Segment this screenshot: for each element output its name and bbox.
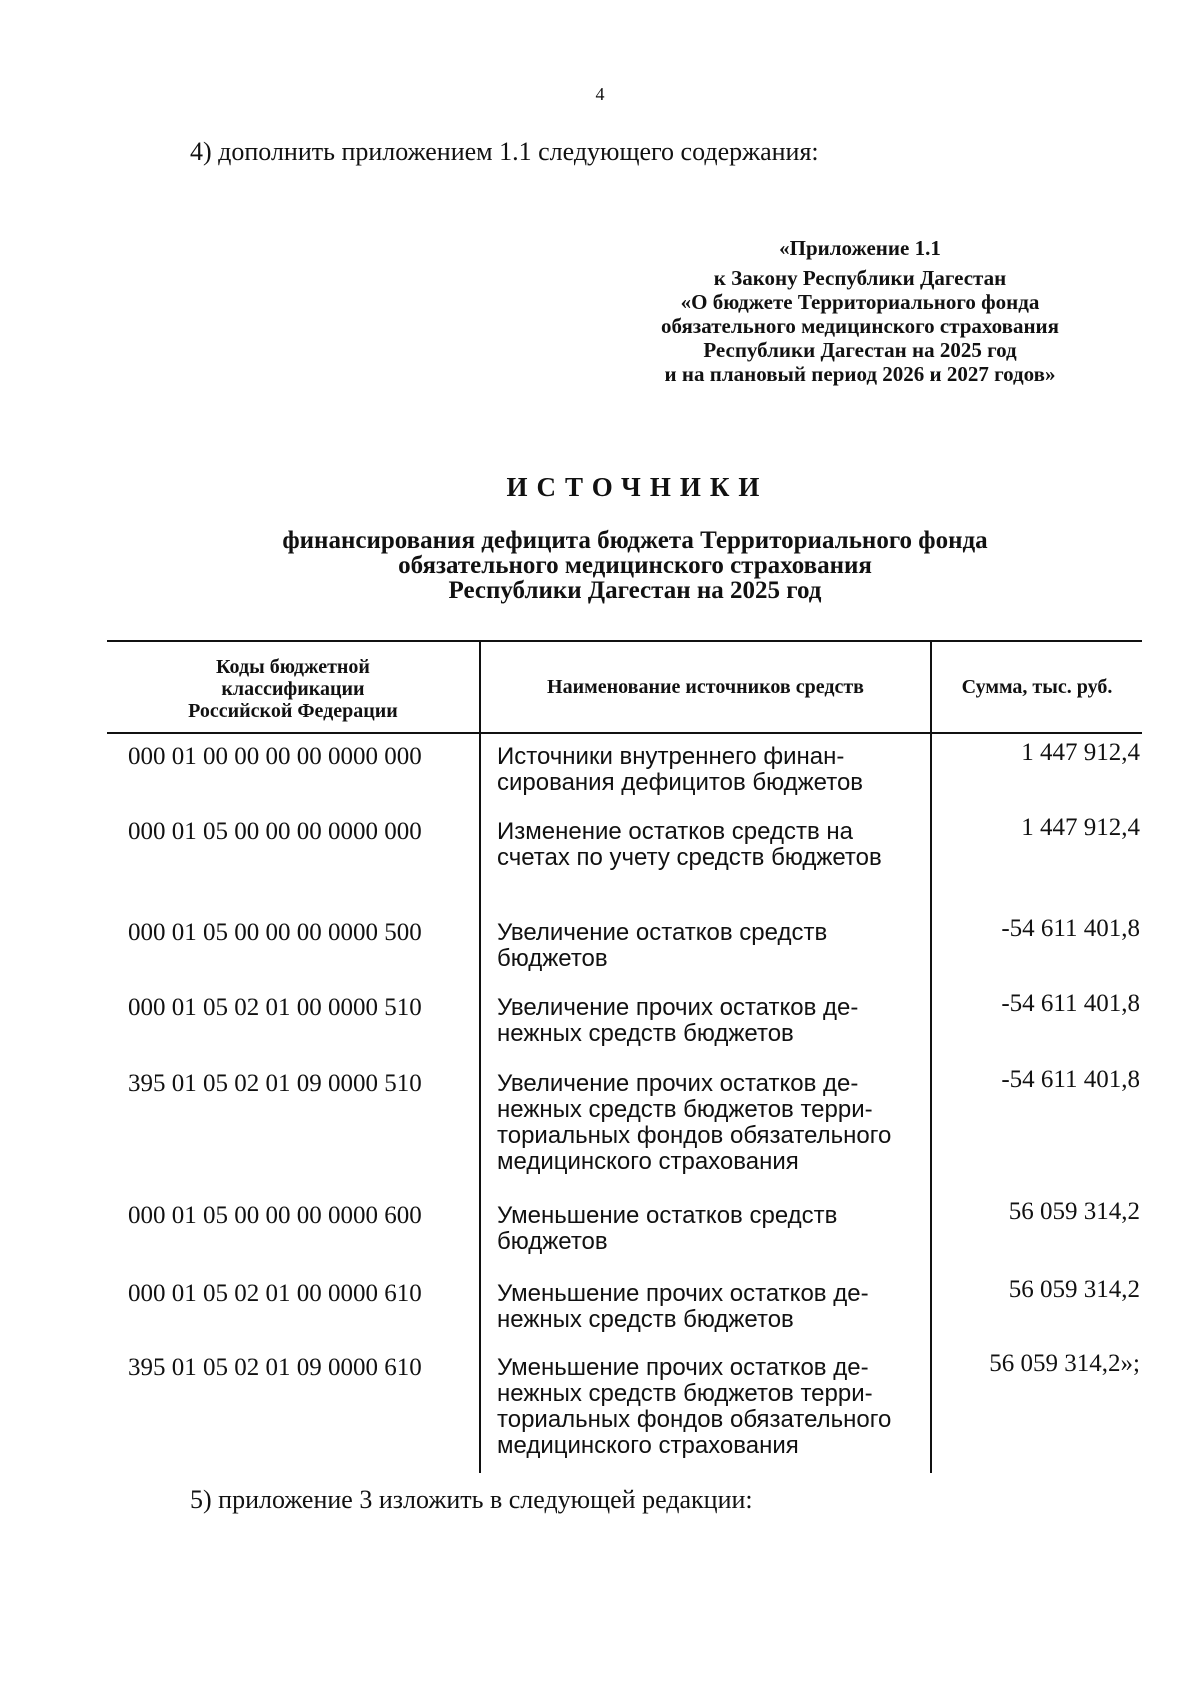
row-name-line: медицинского страхования xyxy=(497,1148,799,1175)
row-sum: 56 059 314,2»; xyxy=(989,1350,1140,1377)
row-name-line: ториальных фондов обязательного xyxy=(497,1122,892,1149)
table-row xyxy=(107,809,1142,910)
table-row xyxy=(107,1061,1142,1193)
table-header-row xyxy=(107,642,1142,733)
row-name-line: ториальных фондов обязательного xyxy=(497,1406,892,1433)
table-row xyxy=(107,910,1142,985)
row-name-line: нежных средств бюджетов xyxy=(497,1020,794,1047)
table-row xyxy=(107,1271,1142,1345)
row-name-line: сирования дефицитов бюджетов xyxy=(497,769,864,796)
row-sum: 1 447 912,4 xyxy=(1021,814,1140,841)
row-name-line: Уменьшение остатков средств xyxy=(497,1202,838,1229)
appendix-line: обязательного медицинского страхования xyxy=(660,314,1060,338)
row-name-line: нежных средств бюджетов терри- xyxy=(497,1380,873,1407)
row-name xyxy=(480,1061,931,1193)
appendix-line: Республики Дагестан на 2025 год xyxy=(703,338,1017,362)
row-name xyxy=(480,1271,931,1345)
appendix-header xyxy=(560,236,1160,386)
document-subtitle xyxy=(230,528,1040,603)
row-code: 395 01 05 02 01 09 0000 510 xyxy=(107,1061,480,1193)
row-code: 000 01 05 00 00 00 0000 000 xyxy=(107,809,480,910)
paragraph-5: 5) приложение 3 изложить в следующей редакции: xyxy=(190,1485,753,1514)
row-name xyxy=(480,1193,931,1271)
appendix-line: к Закону Республики Дагестан xyxy=(713,266,1007,290)
appendix-line: и на плановый период 2026 и 2027 годов» xyxy=(664,362,1056,386)
row-name xyxy=(480,910,931,985)
subtitle-line: финансирования дефицита бюджета Территориального фонда xyxy=(282,527,988,554)
table-row xyxy=(107,1193,1142,1271)
appendix-line: «О бюджете Территориального фонда xyxy=(680,290,1040,314)
row-name-line: Изменение остатков средств на xyxy=(497,818,853,845)
table-row xyxy=(107,733,1142,809)
header-codes-line: классификации xyxy=(221,678,365,700)
row-name-line: Источники внутреннего финан- xyxy=(497,743,845,770)
row-name-line: Уменьшение прочих остатков де- xyxy=(497,1280,869,1307)
row-name-line: медицинского страхования xyxy=(497,1432,799,1459)
row-sum: -54 611 401,8 xyxy=(1001,990,1140,1017)
row-name-line: Увеличение прочих остатков де- xyxy=(497,994,859,1021)
row-name xyxy=(480,733,931,809)
subtitle-line: Республики Дагестан на 2025 год xyxy=(448,577,822,604)
row-code: 000 01 00 00 00 00 0000 000 xyxy=(107,733,480,809)
row-name-line: бюджетов xyxy=(497,945,608,972)
row-name-line: Увеличение остатков средств xyxy=(497,919,828,946)
row-code: 000 01 05 02 01 00 0000 510 xyxy=(107,985,480,1061)
row-code: 395 01 05 02 01 09 0000 610 xyxy=(107,1345,480,1473)
row-name-line: Увеличение прочих остатков де- xyxy=(497,1070,859,1097)
row-name xyxy=(480,985,931,1061)
row-name-line: нежных средств бюджетов терри- xyxy=(497,1096,873,1123)
row-sum: 1 447 912,4 xyxy=(1021,739,1140,766)
sources-table xyxy=(107,642,1142,1473)
paragraph-4: 4) дополнить приложением 1.1 следующего содержания: xyxy=(190,137,819,166)
header-name: Наименование источников средств xyxy=(480,642,931,733)
document-title: ИСТОЧНИКИ xyxy=(506,472,769,502)
table-row xyxy=(107,1345,1142,1473)
row-sum: -54 611 401,8 xyxy=(1001,1066,1140,1093)
table-row xyxy=(107,985,1142,1061)
row-code: 000 01 05 00 00 00 0000 600 xyxy=(107,1193,480,1271)
header-codes-line: Коды бюджетной xyxy=(216,656,370,678)
page-number: 4 xyxy=(595,84,605,104)
row-code: 000 01 05 00 00 00 0000 500 xyxy=(107,910,480,985)
appendix-title: «Приложение 1.1 xyxy=(779,236,941,260)
subtitle-line: обязательного медицинского страхования xyxy=(398,552,872,579)
row-sum: -54 611 401,8 xyxy=(1001,915,1140,942)
row-name-line: счетах по учету средств бюджетов xyxy=(497,844,882,871)
row-name-line: бюджетов xyxy=(497,1228,608,1255)
row-code: 000 01 05 02 01 00 0000 610 xyxy=(107,1271,480,1345)
row-name xyxy=(480,809,931,910)
header-codes xyxy=(107,642,480,733)
row-sum: 56 059 314,2 xyxy=(1008,1198,1140,1225)
row-name-line: нежных средств бюджетов xyxy=(497,1306,794,1333)
row-sum: 56 059 314,2 xyxy=(1008,1276,1140,1303)
row-name xyxy=(480,1345,931,1473)
header-sum: Сумма, тыс. руб. xyxy=(931,642,1142,733)
row-name-line: Уменьшение прочих остатков де- xyxy=(497,1354,869,1381)
header-codes-line: Российской Федерации xyxy=(188,700,398,722)
